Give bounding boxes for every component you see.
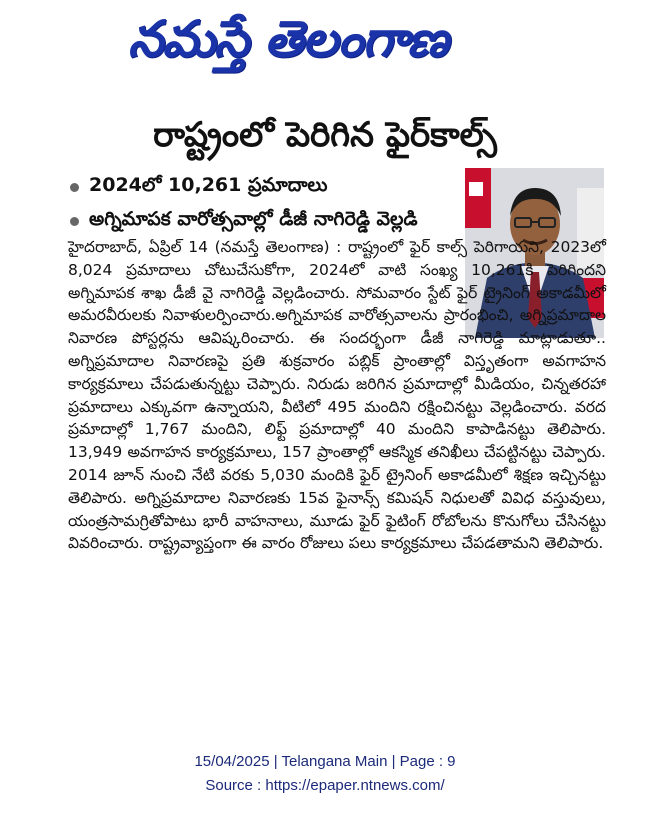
bullet-icon [70,183,79,192]
edition-info: 15/04/2025 | Telangana Main | Page : 9 [194,753,456,770]
masthead-logo: నమస్తే తెలంగాణ [128,10,448,68]
bullet-item [70,204,470,238]
article-text: రాష్ట్రంలో ఫైర్ కాల్స్ పెరిగాయని, 2023లో 8,024 ప్రమాదాలు చోటుచేసుకోగా, 2024లో వాటి సంఖ్య 10,261కి పెరిగిందని అగ్నిమాపక శాఖ డీజీ వై నాగిరెడ్డి వెల్లడించారు. సోమవారం స్టేట్ ఫైర్ ట్రైనింగ్ అకాడమీలో అమరవీరులకు నివాళులర్పించారు.అగ్నిమాపక వారోత్సవాలను ప్రారంభించి, అగ్నిప్రమాదాల నివారణ పోస్టర్లను ఆవిష్కరించారు. ఈ సందర్భంగా డీజీ నాగిరెడ్డి మాట్లాడుతూ.. అగ్నిప్రమాదాల నివారణపై ప్రతి శుక్రవారం పబ్లిక్ ప్రాంతాల్లో విస్తృతంగా అవగాహన కార్యక్రమాలు చేపడుతున్నట్టు చెప్పారు. నిరుడు జరిగిన ప్రమాదాల్లో మీడియం, చిన్నతరహా ప్రమాదాలు ఎక్కువగా ఉన్నాయని, వీటిలో 495 మందిని రక్షించినట్టు వెల్లడించారు. వరద ప్రమాదాల్లో 1,767 మందిని, లిఫ్ట్ ప్రమాదాల్లో 40 మందిని కాపాడినట్టు తెలిపారు. 13,949 అవగాహన కార్యక్రమాలు, 157 ప్రాంతాల్లో ఆకస్మిక తనిఖీలు చేపట్టినట్టు చెప్పారు. 2014 జూన్ నుంచి నేటి వరకు 5,030 మందికి ఫైర్ ట్రైనింగ్ అకాడమీలో శిక్షణ ఇచ్చినట్టు తెలిపారు. అగ్నిప్రమాదాల నివారణకు 15వ ఫైనాన్స్ కమిషన్ నిధులతో వివిధ వస్తువులు, యంత్రసామగ్రితోపాటు భారీ వాహనాలు, మూడు ఫైర్ ఫైటింగ్ రోబోలను కొనుగోలు చేసినట్టు వివరించారు. రాష్ట్రవ్యాప్తంగా ఈ వారం రోజులు పలు కార్యక్రమాలు చేపడతామని తెలిపారు. [68,238,606,553]
article-dateline: హైదరాబాద్, ఏప్రిల్ 14 (నమస్తే తెలంగాణ) : [68,238,342,256]
article-body [68,236,606,555]
bullet-icon [70,217,79,226]
headline: రాష్ట్రంలో పెరిగిన ఫైర్‌కాల్స్ [153,115,497,155]
bullet-text: అగ్నిమాపక వారోత్సవాల్లో డీజీ నాగిరెడ్డి వెల్లడి [89,207,418,230]
source-link[interactable]: Source : https://epaper.ntnews.com/ [205,777,445,794]
bullet-text: 2024లో 10,261 ప్రమాదాలు [89,173,328,196]
page-footer [0,750,650,798]
bullet-list [70,170,470,238]
bullet-item [70,170,470,204]
